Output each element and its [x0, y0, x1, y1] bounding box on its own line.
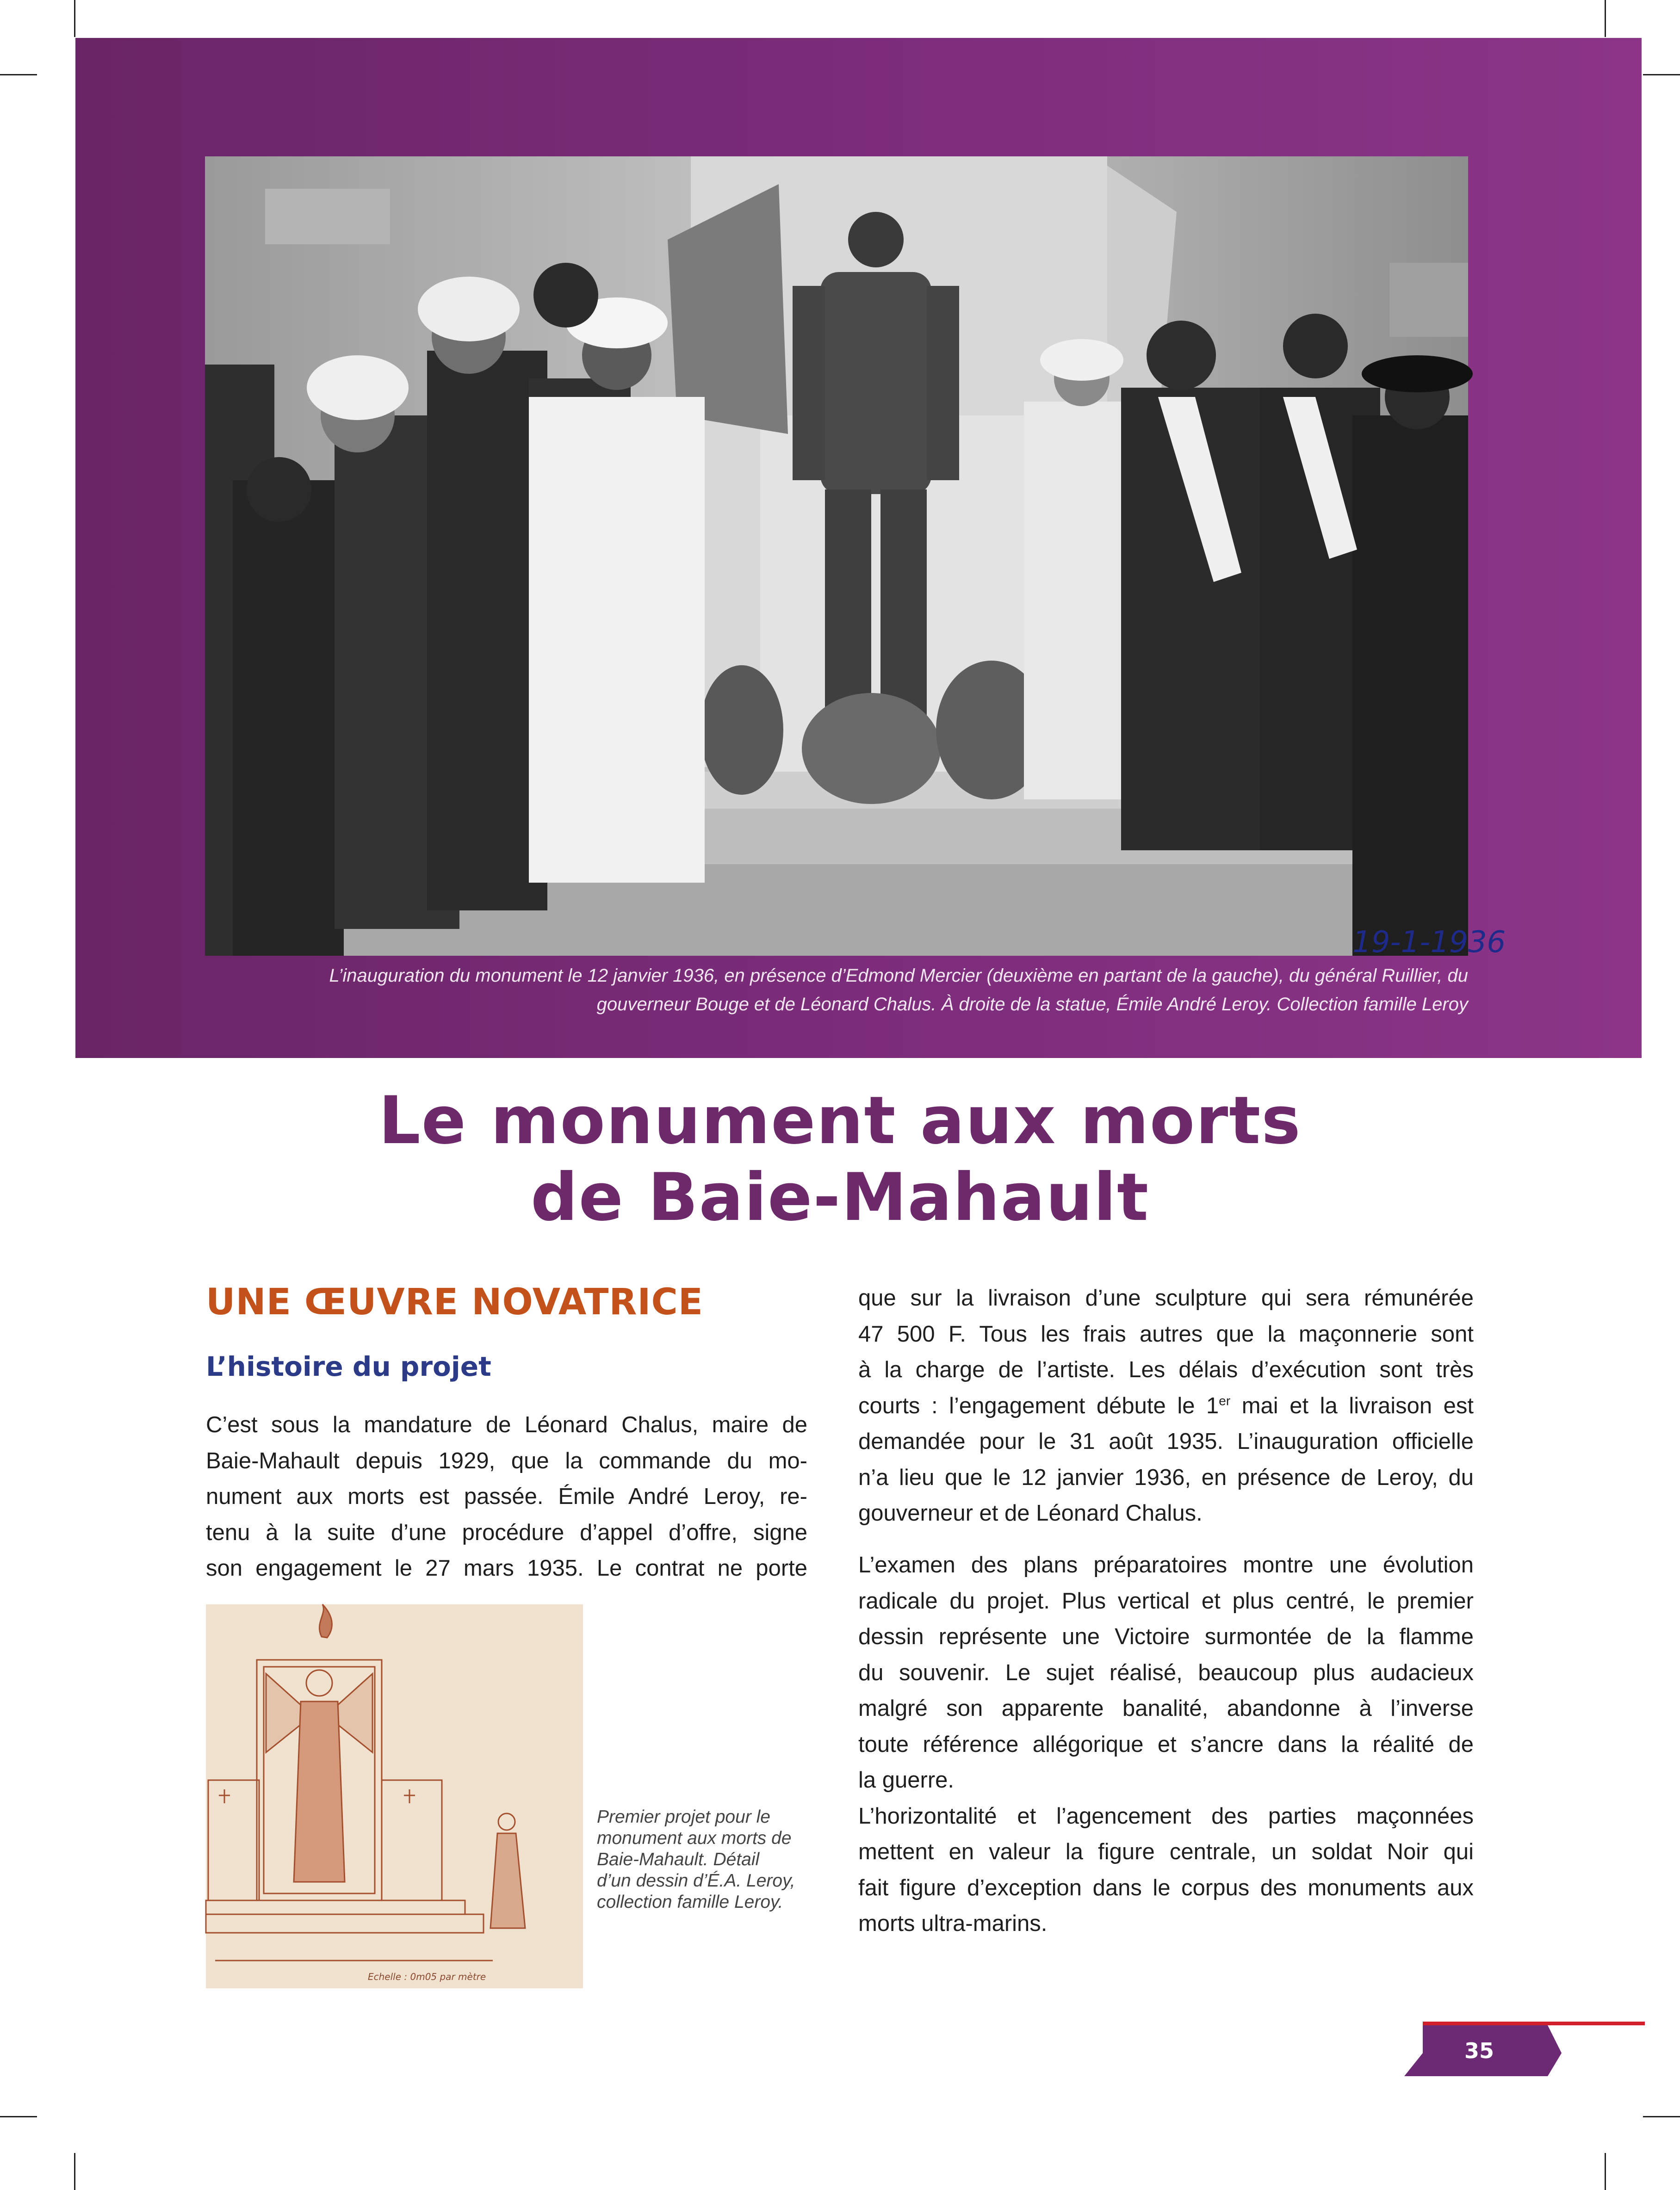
photo-caption	[205, 961, 1468, 1019]
text-line: C’est sous la mandature de Léonard Chalus, maire de	[206, 1412, 807, 1437]
text-line: demandée pour le 31 août 1935. L’inauguration officielle	[858, 1429, 1474, 1454]
text-line: Baie-Mahault depuis 1929, que la commande du mo-	[206, 1448, 807, 1473]
sketch-caption-line: collection famille Leroy.	[597, 1892, 783, 1912]
page-title	[185, 1083, 1495, 1236]
sub-heading: L’histoire du projet	[206, 1351, 491, 1382]
crop-mark	[1643, 2116, 1680, 2117]
section-heading: UNE ŒUVRE NOVATRICE	[206, 1281, 703, 1323]
scale-note: Echelle : 0m05 par mètre	[368, 1971, 486, 1982]
sketch-caption-line: Baie-Mahault. Détail	[597, 1850, 760, 1869]
text-line: nument aux morts est passée. Émile André Leroy, re-	[206, 1484, 807, 1509]
date-inscription: 19-1-1936	[1352, 925, 1506, 959]
text-fragment: mai et la livraison est	[1230, 1393, 1474, 1418]
text-line: fait figure d’exception dans le corpus des monuments aux	[858, 1875, 1474, 1900]
text-line: 47 500 F. Tous les frais autres que la maçonnerie sont	[858, 1321, 1474, 1347]
text-line: son engagement le 27 mars 1935. Le contrat ne porte	[206, 1556, 807, 1581]
photo-caption-line: L’inauguration du monument le 12 janvier 1936, en présence d’Edmond Mercier (deuxième en partant de la gauche), du général Ruillier, du	[329, 965, 1468, 986]
text-line: à la charge de l’artiste. Les délais d’exécution sont très	[858, 1357, 1474, 1382]
crop-mark	[1643, 74, 1680, 75]
monument-sketch	[206, 1604, 583, 1988]
photo-illustration	[205, 156, 1506, 959]
text-line: dessin représente une Victoire surmontée de la flamme	[858, 1624, 1474, 1649]
page-title-line: Le monument aux morts	[378, 1083, 1302, 1159]
text-line: L’examen des plans préparatoires montre une évolution	[858, 1553, 1474, 1578]
text-line: mettent en valeur la figure centrale, un soldat Noir qui	[858, 1839, 1474, 1864]
text-line: n’a lieu que le 12 janvier 1936, en présence de Leroy, du	[858, 1465, 1474, 1490]
text-line: la guerre.	[858, 1768, 955, 1793]
sketch-caption-line: d’un dessin d’É.A. Leroy,	[597, 1871, 795, 1891]
text-line: toute référence allégorique et s’ancre dans la réalité de	[858, 1732, 1474, 1757]
crop-mark	[74, 0, 75, 37]
text-line: morts ultra-marins.	[858, 1911, 1048, 1936]
page-number-tab	[1404, 2022, 1645, 2077]
crop-mark	[0, 2116, 37, 2117]
sketch-caption	[597, 1806, 795, 1913]
page-title-line: de Baie-Mahault	[530, 1159, 1150, 1236]
sketch-caption-line: Premier projet pour le	[597, 1807, 770, 1827]
text-line-with-superscript	[858, 1388, 1474, 1424]
crop-mark	[74, 2153, 75, 2190]
crop-mark	[1605, 2153, 1606, 2190]
page-tab-shape	[1404, 2022, 1645, 2077]
text-fragment: courts : l’engagement débute le 1	[858, 1393, 1219, 1418]
sketch-illustration	[206, 1604, 583, 1988]
text-line: radicale du projet. Plus vertical et plus centré, le premier	[858, 1588, 1474, 1614]
text-line: gouverneur et de Léonard Chalus.	[858, 1501, 1203, 1526]
page-number: 35	[1464, 2038, 1494, 2063]
right-paragraph-2	[858, 1547, 1474, 1942]
crop-mark	[0, 74, 37, 75]
text-line: L’horizontalité et l’agencement des parties maçonnées	[858, 1803, 1474, 1829]
text-line: du souvenir. Le sujet réalisé, beaucoup plus audacieux	[858, 1660, 1474, 1685]
inauguration-photo	[205, 156, 1506, 959]
text-line: tenu à la suite d’une procédure d’appel d’offre, signe	[206, 1520, 807, 1545]
crop-mark	[1605, 0, 1606, 37]
superscript: er	[1219, 1393, 1231, 1408]
photo-caption-line: gouverneur Bouge et de Léonard Chalus. À droite de la statue, Émile André Leroy. Collection famille Leroy	[596, 994, 1468, 1015]
text-line: malgré son apparente banalité, abandonne à l’inverse	[858, 1696, 1474, 1721]
left-paragraph	[206, 1407, 807, 1587]
sketch-caption-line: monument aux morts de	[597, 1828, 792, 1848]
text-line: que sur la livraison d’une sculpture qui sera rémunérée	[858, 1286, 1474, 1311]
right-paragraph-1	[858, 1281, 1474, 1532]
